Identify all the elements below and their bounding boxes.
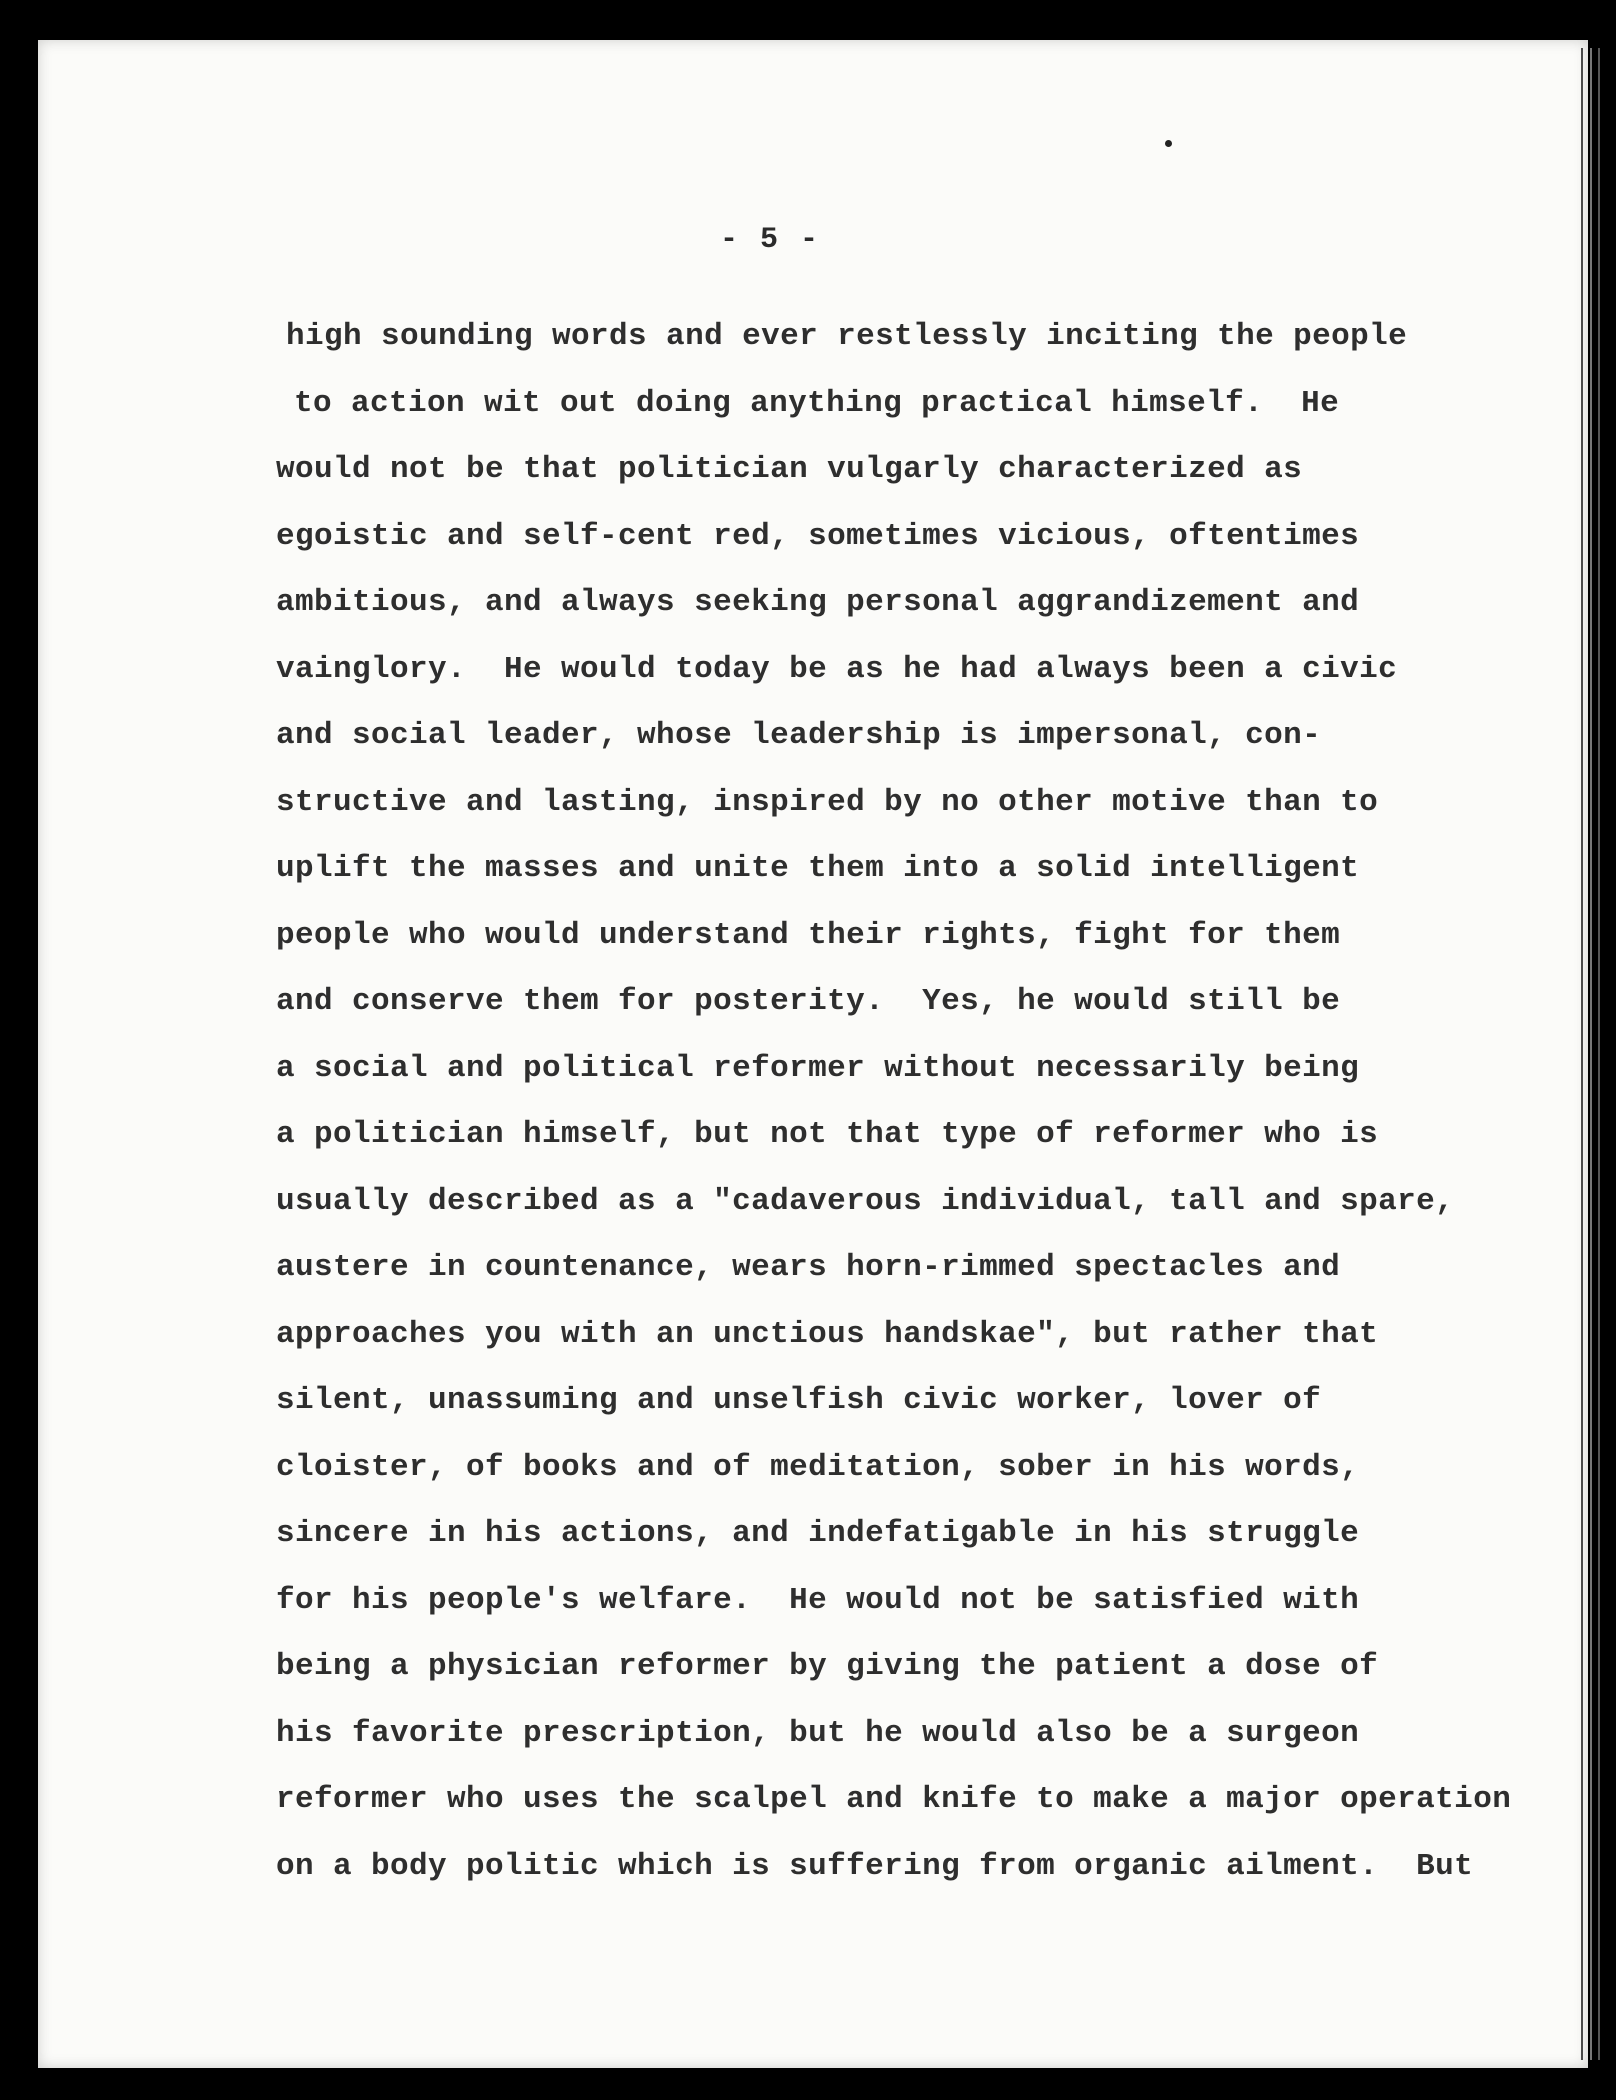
text-line: reformer who uses the scalpel and knife to make a major operation xyxy=(276,1782,1512,1817)
text-line: ambitious, and always seeking personal aggrandizement and xyxy=(276,585,1360,620)
stacked-page-edge xyxy=(1598,48,1600,2060)
text-line: vainglory. He would today be as he had always been a civic xyxy=(276,651,1398,687)
text-line: a politician himself, but not that type of reformer who is xyxy=(276,1117,1379,1152)
typewritten-body xyxy=(276,304,1536,1900)
text-line: his favorite prescription, but he would also be a surgeon xyxy=(276,1715,1360,1751)
text-line: and conserve them for posterity. Yes, he would still be xyxy=(276,984,1341,1019)
page-number: - 5 - xyxy=(720,223,821,257)
paper-speck xyxy=(1165,140,1172,147)
text-line: high sounding words and ever restlessly inciting the people xyxy=(286,319,1408,354)
text-line: for his people's welfare. He would not be satisfied with xyxy=(276,1582,1360,1618)
text-line: to action wit out doing anything practical himself. He xyxy=(294,385,1340,421)
text-line: would not be that politician vulgarly characterized as xyxy=(276,452,1303,487)
text-line: approaches you with an unctious handskae", but rather that xyxy=(276,1316,1379,1352)
text-line: being a physician reformer by giving the patient a dose of xyxy=(276,1649,1379,1684)
text-line: egoistic and self-cent red, sometimes vicious, oftentimes xyxy=(276,518,1360,554)
text-line: a social and political reformer without necessarily being xyxy=(276,1050,1360,1086)
text-line: sincere in his actions, and indefatigable in his struggle xyxy=(276,1516,1360,1551)
text-line: usually described as a "cadaverous individual, tall and spare, xyxy=(276,1183,1455,1219)
stacked-page-edge xyxy=(1590,48,1592,2060)
text-line: silent, unassuming and unselfish civic worker, lover of xyxy=(276,1383,1322,1418)
text-line: cloister, of books and of meditation, sober in his words, xyxy=(276,1449,1360,1485)
text-line: on a body politic which is suffering from organic ailment. But xyxy=(276,1848,1474,1884)
text-line: and social leader, whose leadership is impersonal, con- xyxy=(276,718,1322,753)
text-line: uplift the masses and unite them into a solid intelligent xyxy=(276,851,1360,886)
stacked-page-edge xyxy=(1581,48,1583,2060)
text-line: austere in countenance, wears horn-rimmed spectacles and xyxy=(276,1250,1341,1285)
text-line: people who would understand their rights, fight for them xyxy=(276,917,1341,953)
text-line: structive and lasting, inspired by no other motive than to xyxy=(276,784,1379,820)
